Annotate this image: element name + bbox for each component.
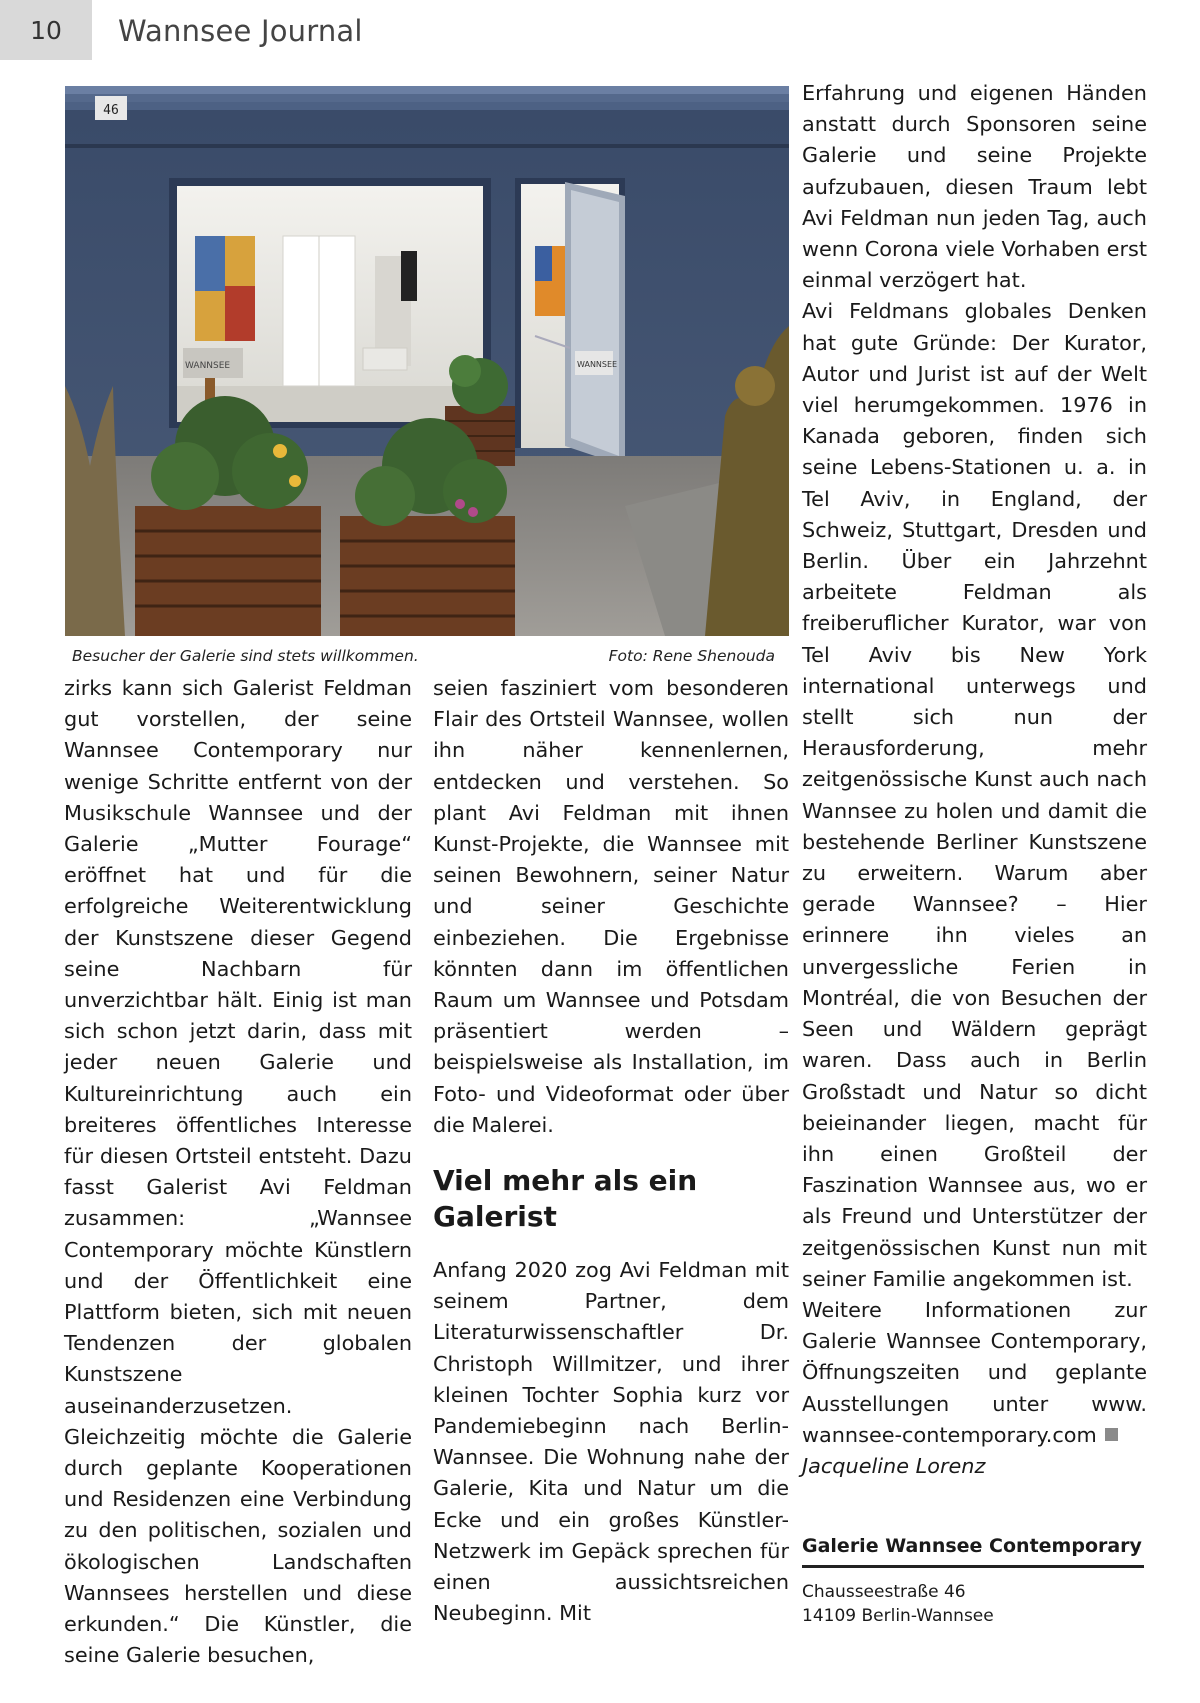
article-column-1 bbox=[64, 673, 412, 1672]
article-paragraph: Erfahrung und eigenen Händen anstatt durch Sponsoren seine Galerie und seine Projekte aufzubauen, diesen Traum lebt Avi Feldman nun jeden Tag, auch wenn Corona viele Vorhaben erst einmal verzögert hat. bbox=[802, 81, 1148, 293]
info-text: Weitere Informationen zur Galerie Wannsee Contemporary, Öffnungszeiten und geplante Ausstellungen unter www. wannsee-contemporary.com bbox=[802, 1297, 1147, 1447]
sign-text-door: WANNSEE bbox=[577, 360, 618, 369]
journal-title: Wannsee Journal bbox=[118, 14, 363, 48]
author-name: Jacqueline Lorenz bbox=[802, 1453, 986, 1478]
gallery-photo bbox=[65, 86, 789, 636]
infobox-street: Chausseestraße 46 bbox=[802, 1582, 966, 1602]
infobox-city: 14109 Berlin-Wannsee bbox=[802, 1606, 994, 1626]
gallery-facade-illustration bbox=[65, 86, 789, 636]
article-column-2 bbox=[433, 673, 789, 1629]
page-number-box bbox=[0, 0, 92, 60]
article-paragraph: zirks kann sich Galerist Feldman gut vorstellen, der seine Wannsee Contemporary nur wenige Schritte entfernt von der Musikschule Wannsee und der Galerie „Mutter Fourage“ eröffnet hat und für die erfolgreiche Weiterentwicklung der Kunstszene dieser Gegend seine Nachbarn für unverzichtbar hält. Einig ist man sich schon jetzt darin, dass mit jeder neuen Galerie und Kultureinrichtung auch ein breiteres öffentliches Interesse für diesen Ortsteil entsteht. Dazu fasst Galerist Avi Feldman zusammen: „Wannsee Contemporary möchte Künstlern und der Öffentlichkeit eine Plattform bieten, sich mit neuen Tendenzen der globalen Kunstszene auseinanderzusetzen. Gleichzeitig möchte die Galerie durch geplante Kooperationen und Residenzen eine Verbindung zu den politischen, sozialen und ökologischen Landschaften Wannsees herstellen und diese erkunden.“ Die Künstler, die seine Galerie besuchen, bbox=[64, 676, 412, 1668]
article-paragraph: Anfang 2020 zog Avi Feldman mit seinem Partner, dem Literaturwissenschaftler Dr. Christoph Willmitzer, und ihrer kleinen Tochter Sophia kurz vor Pandemiebeginn nach Berlin-Wannsee. Die Wohnung nahe der Galerie, Kita und Natur um die Ecke und ein großes Künstler-Netzwerk im Gepäck sprechen für einen aussichtsreichen Neubeginn. Mit bbox=[433, 1258, 789, 1626]
article-paragraph: Avi Feldmans globales Denken hat gute Gründe: Der Kurator, Autor und Jurist ist auf der Welt viel herumgekommen. 1976 in Kanada geboren, finden sich seine Lebens-Stationen u. a. in Tel Aviv, in England, der Schweiz, Stuttgart, Dresden und Berlin. Über ein Jahrzehnt arbeitete Feldman als freiberuflicher Kurator, war von Tel Aviv bis New York international unterwegs und stellt sich nun der Herausforderung, mehr zeitgenössische Kunst auch nach Wannsee zu holen und damit die bestehende Berliner Kunstszene zu erweitern. Warum aber gerade Wannsee? – Hier erinnere ihn vieles an unvergessliche Ferien in Montréal, die von Besuchen der Seen und Wäldern geprägt waren. Dass auch in Berlin Großstadt und Natur so dicht beieinander liegen, macht für ihn einen Großteil der Faszination Wannsee aus, wo er als Freund und Unterstützer der zeitgenössischen Kunst nun mit seiner Familie angekommen ist. bbox=[802, 299, 1147, 1291]
page-number: 10 bbox=[30, 15, 62, 45]
article-paragraph-info bbox=[802, 1295, 1147, 1451]
address-infobox bbox=[802, 1535, 1144, 1628]
infobox-title: Galerie Wannsee Contemporary bbox=[802, 1535, 1144, 1568]
section-subheading: Viel mehr als ein Galerist bbox=[433, 1164, 698, 1234]
house-number: 46 bbox=[103, 103, 119, 118]
photo-credit: Foto: Rene Shenouda bbox=[608, 647, 775, 665]
sign-text-window: WANNSEE bbox=[185, 361, 231, 371]
photo-caption: Besucher der Galerie sind stets willkommen. bbox=[72, 647, 419, 665]
article-paragraph: seien fasziniert vom besonderen Flair des Ortsteil Wannsee, wollen ihn näher kennenlernen, entdecken und verstehen. So plant Avi Feldman mit ihnen Kunst-Projekte, die Wannsee mit seinen Bewohnern, seiner Natur und seiner Geschichte einbeziehen. Die Ergebnisse könnten dann im öffentlichen Raum um Wannsee und Potsdam präsentiert werden – beispielsweise als Installation, im Foto- und Videoformat oder über die Malerei. bbox=[433, 676, 789, 1137]
end-mark-icon bbox=[1105, 1428, 1118, 1441]
article-column-3 bbox=[802, 78, 1147, 1482]
